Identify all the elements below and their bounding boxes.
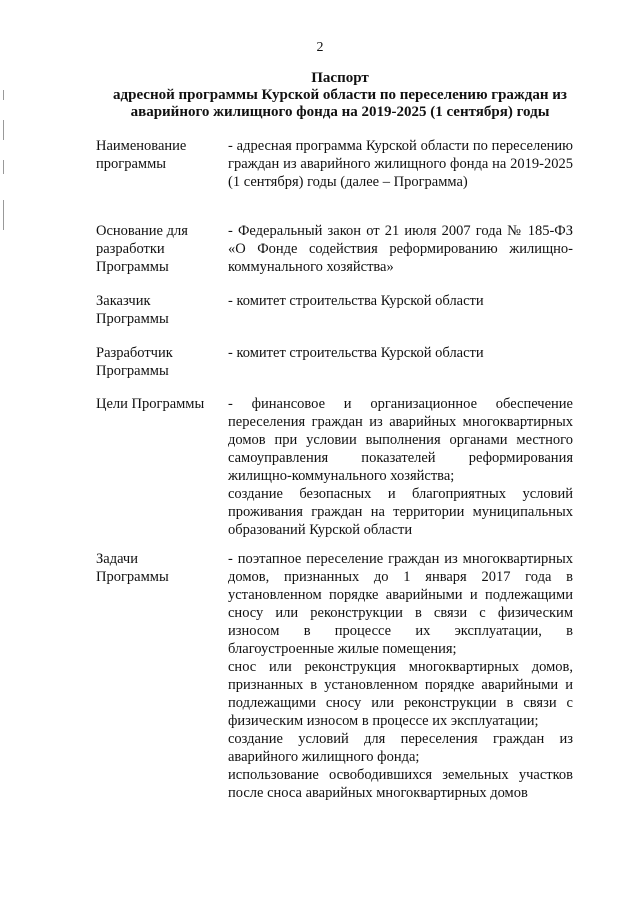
row-value-paragraph: - финансовое и организационное обеспечение переселения граждан из аварийных многоквартирных домов при условии выполнения органами местного самоуправления показателей реформирования жилищно-коммунального хозяйства; (228, 396, 573, 484)
row-label-line: Основание для (96, 223, 188, 239)
row-label-line: программы (96, 156, 166, 172)
row-value-paragraph: - комитет строительства Курской области (228, 293, 484, 309)
row-value (228, 292, 573, 310)
row-label-line: разработки (96, 241, 165, 257)
scan-margin-marks (2, 90, 6, 240)
row-label (96, 344, 218, 380)
row-label-line: Наименование (96, 138, 187, 154)
row-label (96, 137, 218, 173)
row-value-paragraph: - адресная программа Курской области по переселению граждан из аварийного жилищного фонда на 2019-2025 (1 сентября) годы (далее – Программа) (228, 138, 573, 190)
row-value (228, 137, 573, 191)
row-label (96, 395, 218, 413)
row-value-paragraph: создание условий для переселения граждан из аварийного жилищного фонда; (228, 731, 573, 765)
row-value-paragraph: создание безопасных и благоприятных условий проживания граждан на территории муниципальных образований Курской области (228, 486, 573, 538)
row-value-paragraph: - Федеральный закон от 21 июля 2007 года № 185-ФЗ «О Фонде содействия реформированию жилищно-коммунального хозяйства» (228, 223, 573, 275)
row-label-line: Программы (96, 311, 169, 327)
row-value-paragraph: снос или реконструкция многоквартирных домов, признанных в установленном порядке аварийными и подлежащими сносу или реконструкции в связи с физическим износом в процессе их эксплуатации; (228, 659, 573, 729)
row-value-paragraph: использование освободившихся земельных участков после сноса аварийных многоквартирных домов (228, 767, 573, 801)
row-label (96, 550, 218, 586)
title-line-1: Паспорт (311, 70, 369, 86)
row-label-line: Цели Программы (96, 396, 205, 412)
row-value-paragraph: - комитет строительства Курской области (228, 345, 484, 361)
row-label-line: Разработчик (96, 345, 173, 361)
row-label-line: Задачи (96, 551, 138, 567)
row-label (96, 222, 218, 276)
row-value-paragraph: - поэтапное переселение граждан из многоквартирных домов, признанных до 1 января 2017 года в установленном порядке аварийными и подлежащими сносу или реконструкции в связи с физическим износом в процессе их эксплуатации, в благоустроенные жилые помещения; (228, 551, 573, 657)
title-line-2: адресной программы Курской области по переселению граждан из (113, 87, 567, 103)
row-label (96, 292, 218, 328)
document-title (60, 70, 620, 121)
page-number: 2 (316, 40, 324, 55)
row-label-line: Заказчик (96, 293, 151, 309)
title-line-3: аварийного жилищного фонда на 2019-2025 (1 сентября) годы (130, 104, 550, 120)
row-label-line: Программы (96, 569, 169, 585)
row-label-line: Программы (96, 259, 169, 275)
row-value (228, 344, 573, 362)
row-value (228, 222, 573, 276)
row-value (228, 550, 573, 802)
row-value (228, 395, 573, 539)
row-label-line: Программы (96, 363, 169, 379)
